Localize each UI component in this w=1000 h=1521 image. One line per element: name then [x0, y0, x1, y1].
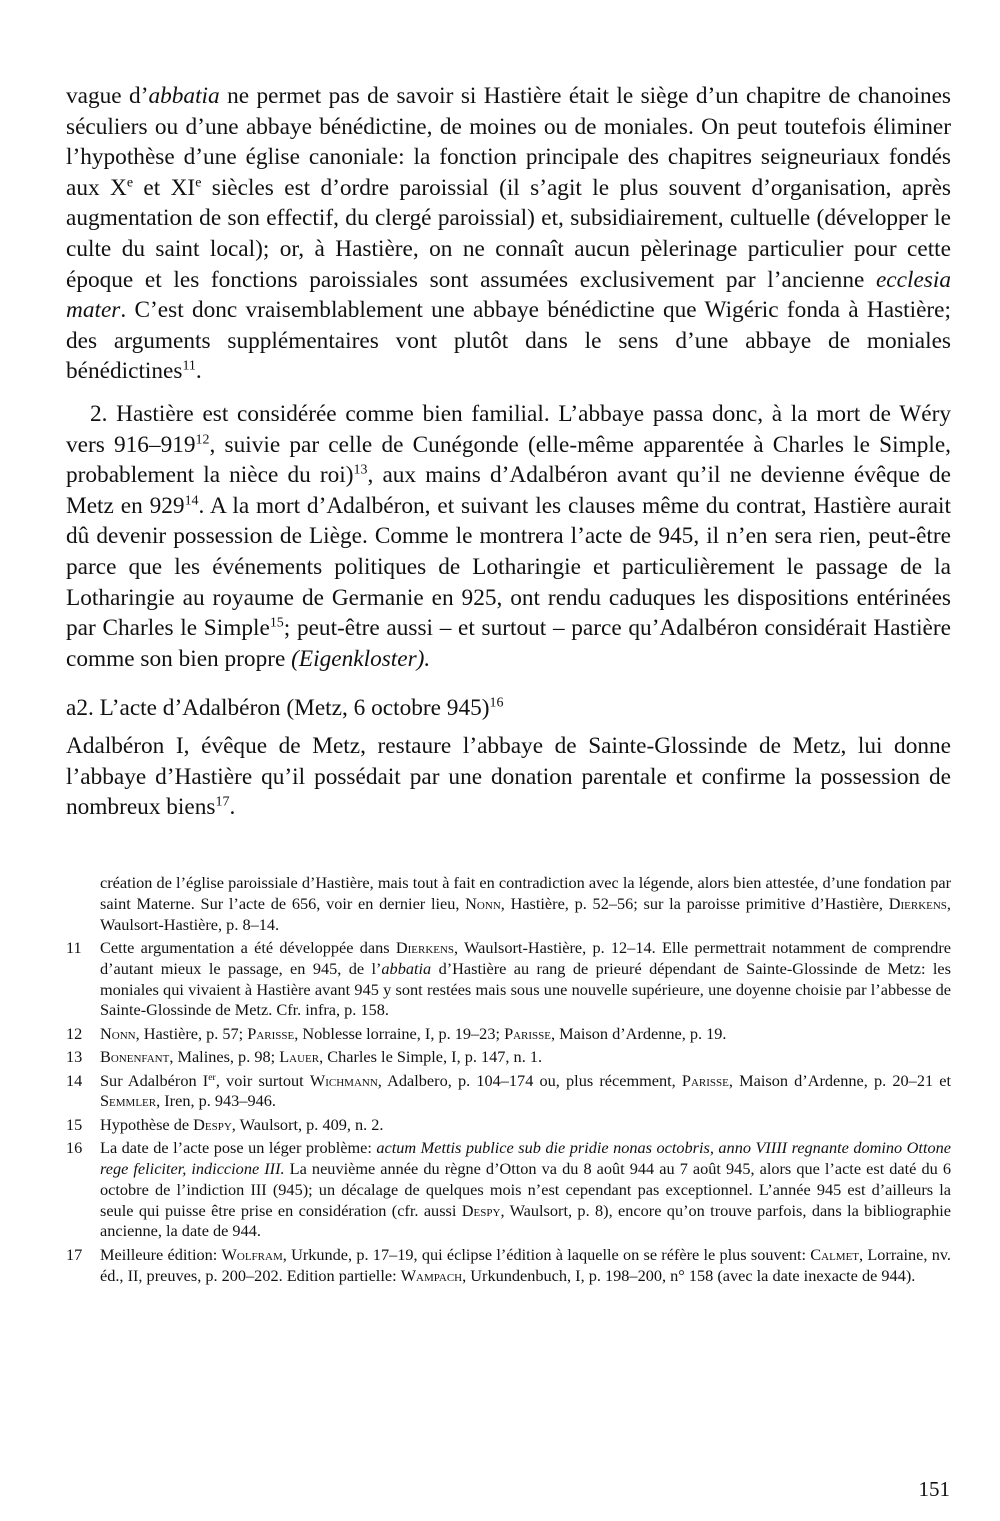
footnote-16: [66, 1138, 951, 1242]
note-reference: er: [208, 1071, 216, 1083]
footnote-17: [66, 1245, 951, 1287]
note-reference: 13: [353, 462, 368, 478]
footnote-number: 16: [66, 1138, 83, 1158]
author-name: Despy: [193, 1114, 232, 1134]
paragraph-2: [66, 399, 951, 674]
note-reference: 12: [195, 432, 210, 448]
text-run: siècles est d’ordre paroissial (il s’agit le plus souvent d’organisation, après augmentation de son effectif, du clergé paroissial) et, subsidiairement, cultuelle (développer le culte du saint local); or, à Hastière, on ne connaît aucun pèlerinage particulier pour cette époque et les fonctions paroissiales sont assumées exclusivement par l’ancienne: [66, 174, 951, 293]
author-name: Parisse: [681, 1070, 729, 1090]
text-run: Hypothèse de: [100, 1114, 194, 1134]
paragraph-1: [66, 81, 951, 387]
text-run: 2. Hastière est considérée comme bien familial. L’abbaye passa donc, à la mort de Wéry vers 916–919: [66, 400, 951, 458]
text-run: , Waulsort, p. 8), encore qu’on trouve parfois, dans la bibliographie ancienne, la date de 944.: [100, 1200, 951, 1241]
italic-text: ecclesia mater: [66, 266, 951, 324]
text-run: , Hastière, p. 57;: [135, 1023, 248, 1043]
author-name: Wichmann: [309, 1070, 378, 1090]
footnote-12: [66, 1024, 951, 1045]
footnote-number: 17: [66, 1244, 83, 1264]
text-run: , Waulsort-Hastière, p. 12–14. Elle permettrait notamment de comprendre d’autant mieux le passage, en 945, de l’: [100, 937, 951, 978]
author-name: Nonn: [100, 1023, 136, 1043]
footnote-number: 15: [66, 1114, 83, 1134]
text-run: a2. L’acte d’Adalbéron (Metz, 6 octobre 945): [66, 695, 490, 721]
text-run: , Maison d’Ardenne, p. 20–21 et: [728, 1070, 952, 1090]
text-run: . A la mort d’Adalbéron, et suivant les clauses même du contrat, Hastière aurait dû devenir possession de Liège. Comme le montrera l’acte de 945, il n’en sera rien, peut-être parce que les événements politiques de Lotharingie et particulièrement le passage de la Lotharingie au royaume de Germanie en 925, ont rendu caduques les dispositions entérinées par Charles le Simple: [66, 492, 951, 642]
note-reference: e: [126, 175, 134, 191]
footnote-13: [66, 1047, 951, 1068]
note-reference: 15: [269, 615, 284, 631]
text-run: ; peut-être aussi – et surtout – parce qu’Adalbéron considérait Hastière comme son bien propre: [66, 615, 951, 672]
author-name: Nonn: [465, 893, 501, 913]
text-run: vague d’: [66, 83, 149, 109]
section-heading: [66, 693, 503, 723]
footnote-text: [100, 873, 951, 934]
text-run: , Noblesse lorraine, I, p. 19–23;: [294, 1023, 505, 1043]
footnotes: [66, 873, 951, 1289]
footnote-15: [66, 1115, 951, 1136]
text-run: La date de l’acte pose un léger problème:: [100, 1138, 377, 1158]
note-reference: e: [195, 175, 202, 191]
footnote-number: 11: [66, 937, 82, 957]
author-name: Parisse: [247, 1023, 295, 1043]
italic-text: abbatia: [381, 958, 432, 978]
footnote-continuation: [66, 873, 951, 935]
note-reference: 11: [182, 358, 196, 374]
text-run: , suivie par celle de Cunégonde (elle-même apparentée à Charles le Simple, probablement la nièce du roi): [66, 431, 951, 489]
text-run: Cette argumentation a été développée dans: [100, 937, 396, 957]
text-run: .: [229, 794, 236, 821]
text-run: d’Hastière au rang de prieuré dépendant de Sainte-Glossinde de Metz: les moniales qui vivaient à Hastière avant 945 y sont restées mais sous une nouvelle supérieure, une doyenne choisie par l’abbesse de Sainte-Glossinde de Metz. Cfr. infra, p. 158.: [100, 958, 951, 1020]
text-run: , Lorraine, nv. éd., II, preuves, p. 200–202. Edition partielle:: [100, 1244, 951, 1285]
footnote-text: [100, 1071, 951, 1111]
text-run: , Hastière, p. 52–56; sur la paroisse primitive d’Hastière,: [500, 893, 889, 913]
author-name: Semmler: [100, 1091, 157, 1111]
author-name: Wolfram: [221, 1244, 283, 1264]
author-name: Dierkens: [888, 893, 947, 913]
footnote-11: [66, 938, 951, 1021]
text-run: , Adalbero, p. 104–174 ou, plus récemment,: [377, 1070, 682, 1090]
footnote-14: [66, 1071, 951, 1113]
text-run: .: [195, 358, 202, 385]
footnote-number: 12: [66, 1023, 83, 1043]
text-run: création de l’église paroissiale d’Hastière, mais tout à fait en contradiction avec la légende, alors bien attestée, d’une fondation par saint Materne. Sur l’acte de 656, voir en dernier lieu,: [100, 873, 951, 913]
main-text: [66, 81, 951, 674]
author-name: Bonenfant: [100, 1047, 170, 1067]
footnote-text: [100, 1047, 542, 1066]
text-run: , Charles le Simple, I, p. 147, n. 1.: [319, 1047, 543, 1067]
author-name: Despy: [461, 1200, 501, 1220]
footnote-text: [100, 1245, 951, 1285]
italic-text: abbatia: [148, 83, 220, 109]
text-run: et XI: [133, 174, 196, 201]
text-run: , Urkunde, p. 17–19, qui éclipse l’édition à laquelle on se réfère le plus souvent:: [282, 1244, 811, 1264]
section-paragraph-block: [66, 731, 951, 823]
footnote-text: [100, 1115, 384, 1134]
text-run: , voir surtout: [215, 1070, 310, 1090]
footnote-text: [100, 1024, 726, 1043]
text-run: , Waulsort, p. 409, n. 2.: [231, 1114, 384, 1134]
note-reference: 17: [215, 794, 230, 810]
author-name: Lauer: [279, 1047, 320, 1067]
footnote-text: [100, 938, 951, 1019]
text-run: , Urkundenbuch, I, p. 198–200, n° 158 (avec la date inexacte de 944).: [462, 1265, 916, 1285]
note-reference: 14: [184, 493, 199, 509]
author-name: Parisse: [504, 1023, 552, 1043]
text-run: La neuvième année du règne d’Otton va du 8 août 944 au 7 août 945, alors que l’acte est daté du 6 octobre de l’indiction III (945); un décalage de quelques mois n’est cependant pas exceptionnel. L’année 945 est d’ailleurs la seule qui puisse être prise en considération (cfr. aussi: [100, 1158, 951, 1220]
text-run: Sur Adalbéron I: [100, 1070, 209, 1090]
text-run: , aux mains d’Adalbéron avant qu’il ne devienne évêque de Metz en 929: [66, 462, 951, 519]
text-run: , Iren, p. 943–946.: [156, 1091, 276, 1111]
footnote-text: [100, 1138, 951, 1240]
paragraph-3: [66, 731, 951, 823]
text-run: , Maison d’Ardenne, p. 19.: [551, 1023, 727, 1043]
italic-text: (Eigenkloster).: [291, 645, 431, 672]
footnote-number: 13: [66, 1047, 83, 1067]
text-run: . C’est donc vraisemblablement une abbaye bénédictine que Wigéric fonda à Hastière; des arguments supplémentaires vont plutôt dans le sens d’une abbaye de moniales bénédictines: [66, 297, 951, 385]
text-run: , Malines, p. 98;: [169, 1047, 280, 1067]
author-name: Dierkens: [395, 937, 455, 957]
note-reference: 16: [489, 695, 504, 711]
author-name: Calmet: [810, 1244, 860, 1264]
footnote-number: 14: [66, 1070, 83, 1090]
text-run: Meilleure édition:: [100, 1244, 222, 1264]
page-number: 151: [918, 1477, 950, 1501]
italic-text: actum Mettis publice sub die pridie nonas octobris, anno VIIII regnante domino Ottone rege feliciter, indiccione III.: [100, 1138, 951, 1178]
text-run: Adalbéron I, évêque de Metz, restaure l’abbaye de Sainte-Glossinde de Metz, lui donne l’abbaye d’Hastière qu’il possédait par une donation parentale et confirme la possession de nombreux biens: [66, 733, 951, 821]
text-run: , Waulsort-Hastière, p. 8–14.: [100, 893, 951, 934]
text-run: ne permet pas de savoir si Hastière était le siège d’un chapitre de chanoines séculiers ou d’une abbaye bénédictine, de moines ou de moniales. On peut toutefois éliminer l’hypothèse d’une église canoniale: la fonction principale des chapitres seigneuriaux fondés aux X: [66, 83, 951, 201]
author-name: Wampach: [400, 1265, 463, 1285]
